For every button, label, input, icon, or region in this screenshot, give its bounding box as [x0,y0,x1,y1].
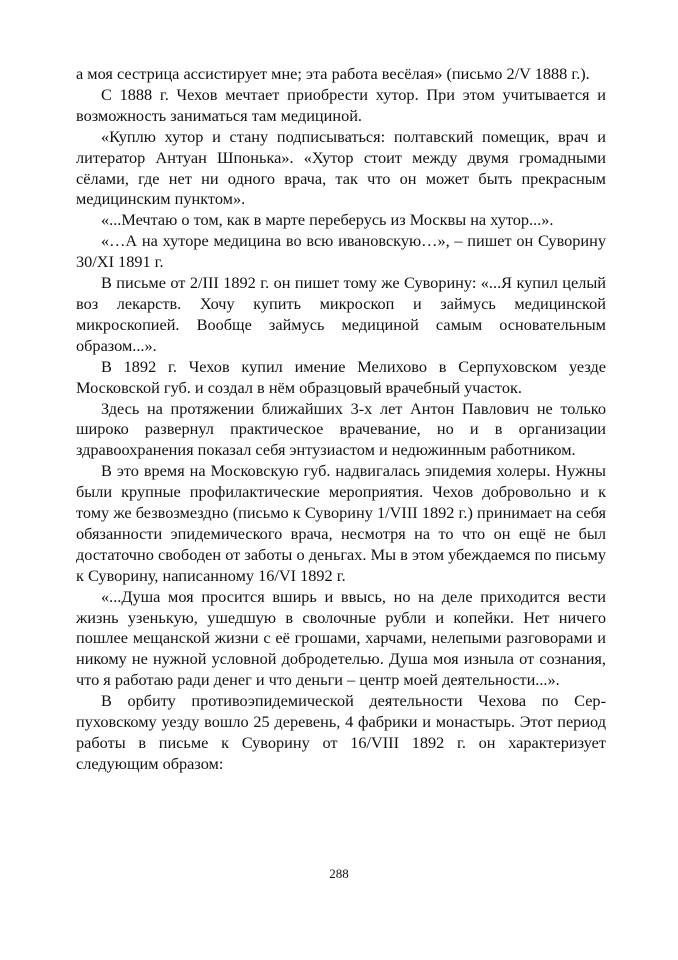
paragraph-11: В орбиту противоэпидемической деятельности Чехова по Серпуховскому уезду вошло 25 деревень, 4 фабрики и монастырь. Этот период работы в письме к Суворину от 16/VIII 1892 г. он характеризует следующим образом: [76,691,606,773]
paragraph-4: «...Мечтаю о том, как в марте переберусь из Москвы на хутор...». [101,210,554,230]
paragraph-3: «Куплю хутор и стану подписываться: полтавский помещик, врач и литератор Антуан Шпонька». «Хутор стоит между двумя громадными сёлами, где нет ни одного врача, так что он может быть прекрасным медицинским пунктом». [76,126,606,209]
paragraph-6: В письме от 2/III 1892 г. он пишет тому же Суворину: «...Я купил целый воз лекарств. Хочу купить микроскоп и займусь медицинской микроскопией. Вообще займусь медициной самым основательным образом...». [76,273,606,355]
paragraph-2: С 1888 г. Чехов мечтает приобрести хутор. При этом учитывается и возможность заниматься там медициной. [76,84,606,125]
body-text [76,64,606,775]
paragraph-10: «...Душа моя просится вширь и ввысь, но на деле приходится вести жизнь узенькую, ушедшую в сволочные рубли и копейки. Нет ничего пошлее мещанской жизни с её грошами, харчами, нелепыми разговорами и никому не нужной условной добродетелью. Душа моя изныла от сознания, что я работаю ради денег и что деньги – центр моей деятельности...». [76,586,606,690]
paragraph-9: В это время на Московскую губ. надвигалась эпидемия холеры. Нужны были крупные профилактические мероприятия. Чехов добровольно и к тому же безвозмездно (письмо к Суворину 1/VIII 1892 г.) принимает на себя обязанности эпидемического врача, несмотря на то что он ещё не был достаточно свободен от заботы о деньгах. Мы в этом убеждаемся по письму к Суворину, написанному 16/VI 1892 г. [76,461,606,585]
paragraph-5: «…А на хуторе медицина во всю ивановскую…», – пишет он Суворину 30/XI 1891 г. [76,231,606,272]
paragraph-8: Здесь на протяжении ближайших 3-х лет Антон Павлович не только широко развернул практическое врачевание, но и в организации здравоохранения показал себя энтузиастом и недюжинным работником. [76,398,606,460]
page-number: 288 [329,866,349,881]
paragraph-1: а моя сестрица ассистирует мне; эта работа весёлая» (письмо 2/V 1888 г.). [76,64,590,83]
paragraph-7: В 1892 г. Чехов купил имение Мелихово в Серпуховском уезде Московской губ. и создал в нём образцовый врачебный участок. [76,356,606,397]
